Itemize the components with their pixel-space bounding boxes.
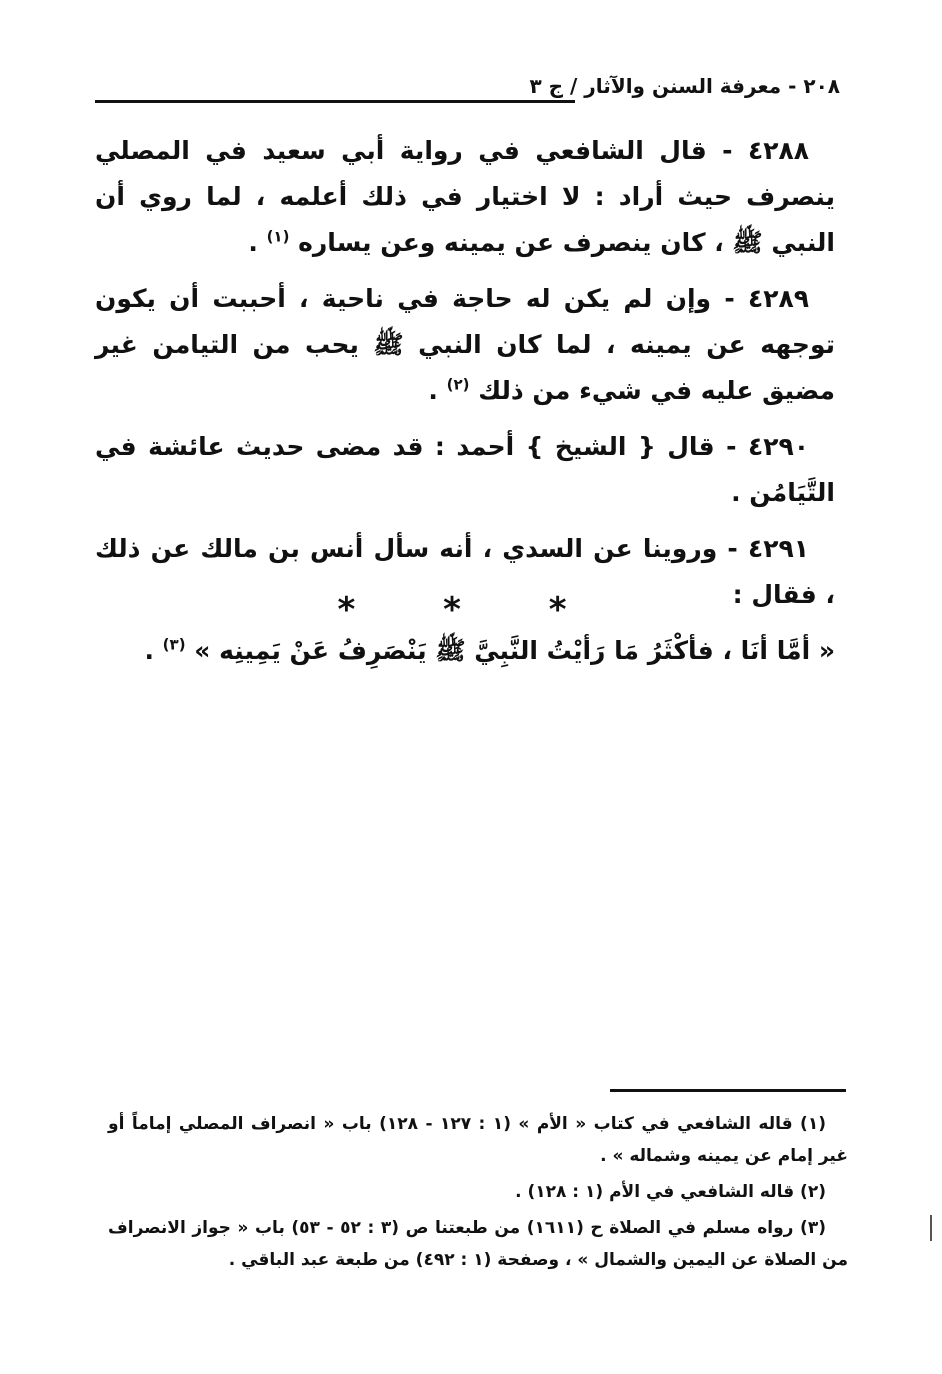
- paragraph-text: ٤٢٨٨ - قال الشافعي في رواية أبي سعيد في المصلي ينصرف حيث أراد : لا اختيار في ذلك أعلمه ، لما روي أن النبي ﷺ ، كان ينصرف عن يمينه وعن يساره: [95, 136, 835, 257]
- header-title: ٢٠٨ - معرفة السنن والآثار / ج ٣: [529, 74, 840, 98]
- footnotes: [108, 1108, 848, 1280]
- paragraph-4290: [95, 424, 835, 516]
- header-rule: [95, 100, 575, 103]
- paragraph-4288: [95, 128, 835, 266]
- paragraph-end: .: [248, 228, 267, 257]
- paragraph-text: ٤٢٨٩ - وإن لم يكن له حاجة في ناحية ، أحببت أن يكون توجهه عن يمينه ، لما كان النبي ﷺ يحب من التيامن غير مضيق عليه في شيء من ذلك: [95, 284, 835, 405]
- running-header: [95, 70, 840, 110]
- quote-end: .: [144, 636, 163, 665]
- footnote-3: (٣) رواه مسلم في الصلاة ح (١٦١١) من طبعتنا ص (٣ : ٥٢ - ٥٣) باب « جواز الانصراف من الصلاة عن اليمين والشمال » ، وصفحة (١ : ٤٩٢) من طبعة عبد الباقي .: [108, 1218, 848, 1270]
- paragraph-text: ٤٢٩١ - وروينا عن السدي ، أنه سأل أنس بن مالك عن ذلك ، فقال :: [95, 534, 835, 609]
- quote-text: « أمَّا أنَا ، فأكْثَرُ مَا رَأيْتُ النَّبِيَّ ﷺ يَنْصَرِفُ عَنْ يَمِينِه »: [194, 636, 835, 665]
- footnote-1: (١) قاله الشافعي في كتاب « الأم » (١ : ١٢٧ - ١٢٨) باب « انصراف المصلي إماماً أو غير إمام عن يمينه وشماله » .: [108, 1114, 848, 1166]
- margin-mark: [930, 1215, 932, 1241]
- paragraph-text: ٤٢٩٠ - قال { الشيخ } أحمد : قد مضى حديث عائشة في التَّيَامُن .: [95, 432, 835, 507]
- footnote-ref: (٢): [446, 375, 470, 394]
- hadith-quote: [95, 628, 835, 674]
- paragraph-4289: [95, 276, 835, 414]
- footnote-2: (٢) قاله الشافعي في الأم (١ : ١٢٨) .: [515, 1182, 826, 1202]
- footnote-ref: (٣): [162, 635, 186, 654]
- paragraph-end: .: [428, 376, 447, 405]
- footnote-rule: [610, 1089, 846, 1092]
- section-separator: * * *: [337, 590, 605, 630]
- footnote-ref: (١): [266, 227, 290, 246]
